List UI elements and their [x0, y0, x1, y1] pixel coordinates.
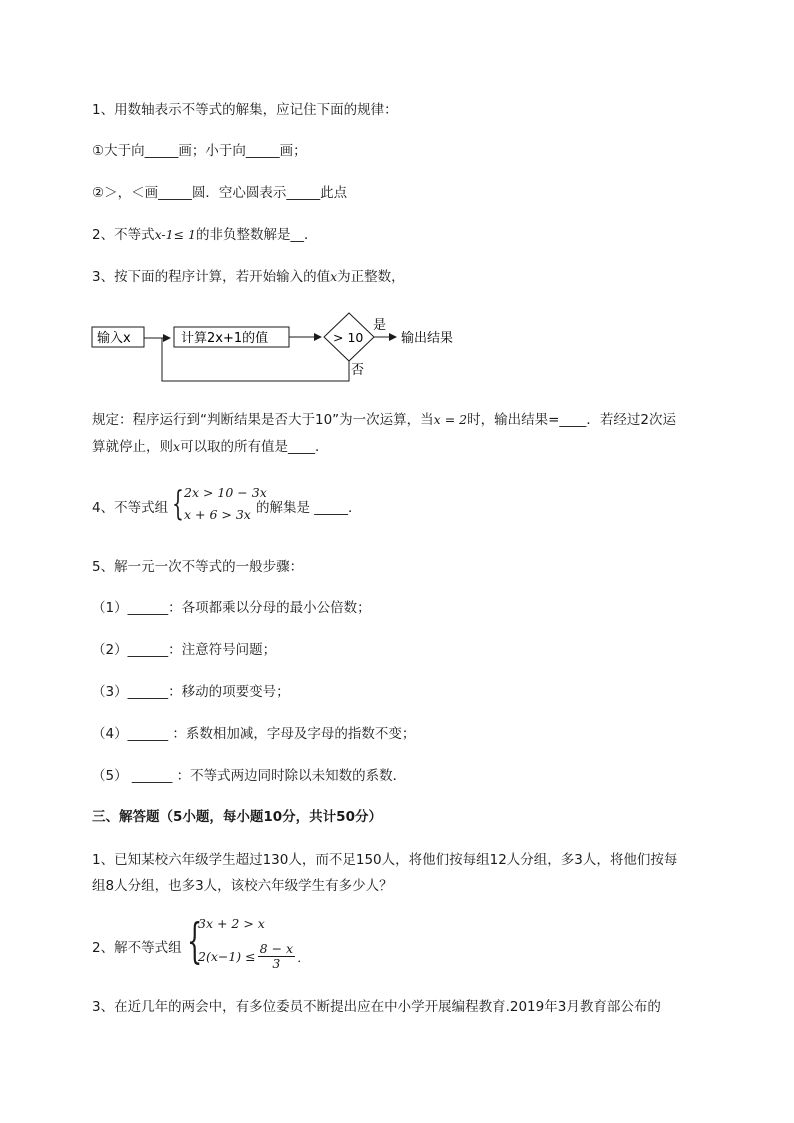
q3-stem — [92, 267, 405, 287]
q3-rule-text-a: 规定：程序运行到“判断结果是否大于10”为一次运算，当 — [92, 412, 434, 428]
q3-flowchart — [88, 310, 488, 385]
q3-rule-text-c: 算就停止，则 — [92, 439, 173, 455]
q5-stem: 5、解一元一次不等式的一般步骤： — [92, 559, 304, 575]
q3-rule-line-2 — [92, 437, 329, 457]
q4-brace: { — [172, 484, 184, 524]
q3-rule-text-d: 可以取的所有值是____． — [180, 439, 329, 455]
q4-prefix: 4、不等式组 — [92, 500, 169, 516]
flow-compute-label: 计算2x+1的值 — [181, 331, 269, 346]
q2-expression: x-1≤ 1 — [154, 227, 196, 242]
p2-fraction-numerator: 8 − x — [259, 941, 294, 956]
flow-input-label: 输入x — [97, 331, 131, 346]
q2-prefix: 2、不等式 — [92, 227, 155, 243]
p1-line-2: 组8人分组，也多3人，该校六年级学生有多少人？ — [92, 878, 393, 894]
q4-row-2: x + 6 > 3x — [184, 507, 251, 522]
q4-suffix: 的解集是 _____． — [256, 500, 362, 516]
p2-row-2 — [198, 942, 310, 971]
q1-rule-1: ①大于向_____画；小于向_____画； — [92, 143, 307, 159]
p2-row-1: 3x + 2 > x — [198, 916, 265, 931]
p2-prefix: 2、解不等式组 — [92, 940, 182, 956]
p2-system — [92, 914, 412, 974]
q3-rule-line-1 — [92, 410, 676, 430]
q3-rule-variable: x — [173, 439, 181, 454]
q1-stem: 1、用数轴表示不等式的解集，应记住下面的规律： — [92, 102, 398, 118]
q4-system — [92, 484, 392, 528]
p2-row-2-left: 2(x−1) ≤ — [198, 949, 256, 964]
flow-yes-label: 是 — [373, 318, 387, 333]
q3-prefix: 3、按下面的程序计算，若开始输入的值 — [92, 269, 331, 285]
q3-suffix: 为正整数， — [337, 269, 405, 285]
q1-rule-2: ②＞，＜画_____圆．空心圆表示_____此点 — [92, 185, 348, 201]
q2-line — [92, 225, 318, 245]
q3-variable: x — [330, 269, 338, 284]
q5-step-1: （1）______：各项都乘以分母的最小公倍数； — [92, 600, 371, 616]
p2-brace: { — [187, 913, 203, 969]
p2-suffix: ． — [297, 949, 310, 965]
p3-line-1: 3、在近几年的两会中，有多位委员不断提出应在中小学开展编程教育.2019年3月教育部公布的 — [92, 999, 661, 1015]
q3-rule-text-b: 时，输出结果=____．若经过2次运 — [467, 412, 677, 428]
flow-no-label: 否 — [351, 363, 365, 378]
q5-step-3: （3）______：移动的项要变号； — [92, 684, 290, 700]
q5-step-5: （5） ______ ：不等式两边同时除以未知数的系数． — [92, 768, 407, 784]
q4-row-1: 2x > 10 − 3x — [184, 485, 267, 500]
q5-step-4: （4）______ ：系数相加减，字母及字母的指数不变； — [92, 726, 416, 742]
q3-rule-expression: x = 2 — [433, 412, 468, 427]
flow-output-label: 输出结果 — [401, 331, 454, 346]
q2-suffix: 的非负整数解是__． — [196, 227, 318, 243]
p2-fraction — [258, 942, 295, 971]
p2-fraction-denominator: 3 — [272, 956, 281, 971]
section-3-heading: 三、解答题（5小题，每小题10分，共计50分） — [92, 809, 382, 825]
flow-decision-label: > 10 — [333, 330, 364, 345]
p1-line-1: 1、已知某校六年级学生超过130人，而不足150人，将他们按每组12人分组，多3人，将他们按每 — [92, 852, 678, 868]
q5-step-2: （2）______：注意符号问题； — [92, 642, 277, 658]
